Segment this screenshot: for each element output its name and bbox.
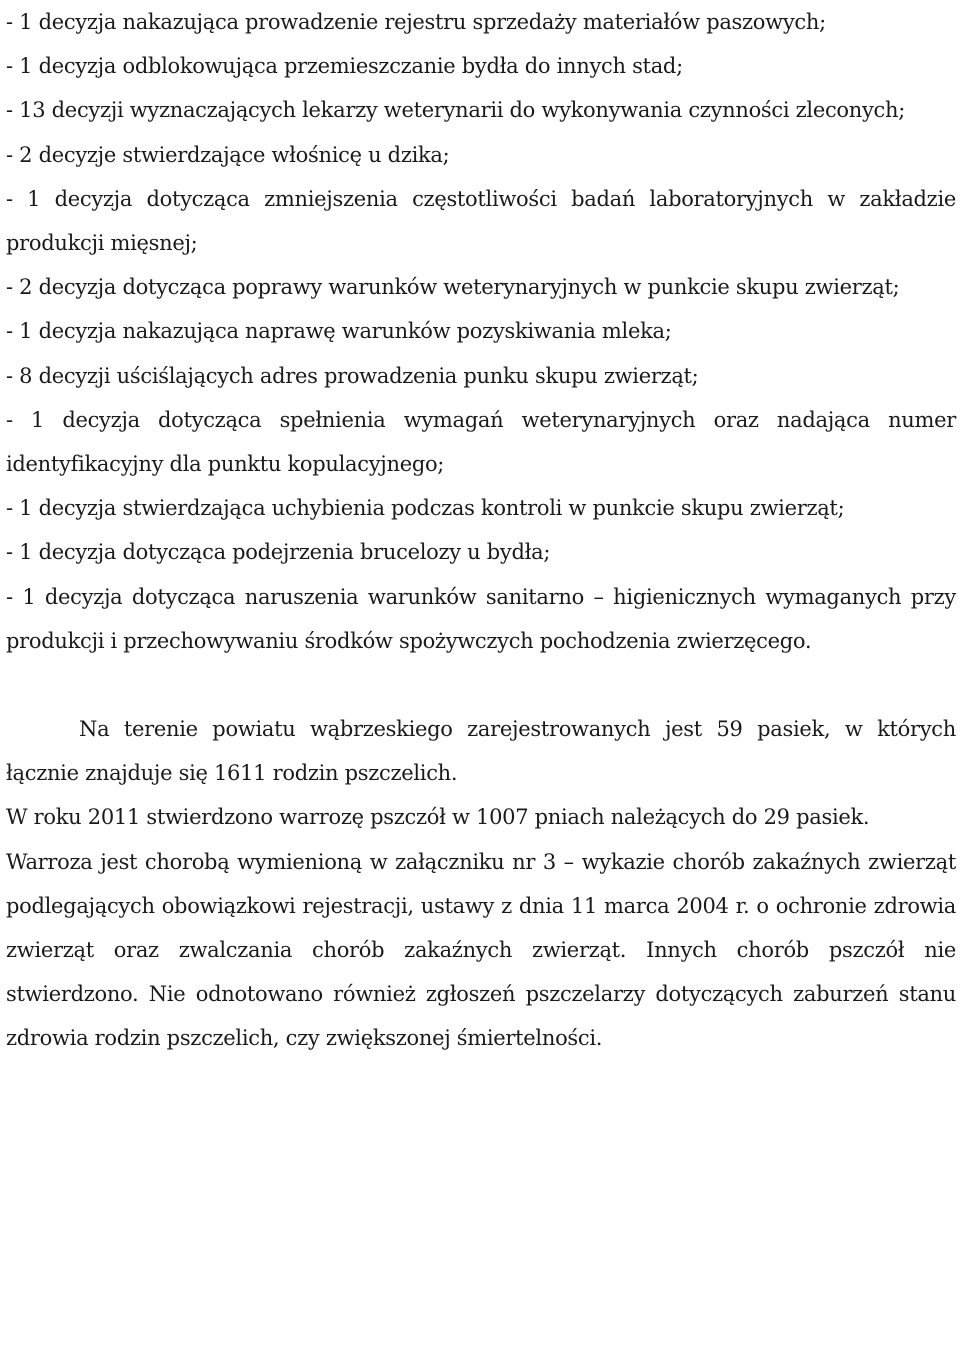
decision-item: - 2 decyzje stwierdzające włośnicę u dzika; bbox=[6, 142, 450, 167]
decision-item: - 1 decyzja dotycząca zmniejszenia częstotliwości badań laboratoryjnych w zakładzie produkcji mięsnej; bbox=[6, 186, 956, 256]
decision-item: - 1 decyzja stwierdzająca uchybienia podczas kontroli w punkcie skupu zwierząt; bbox=[6, 496, 845, 521]
decision-item: - 1 decyzja odblokowująca przemieszczanie bydła do innych stad; bbox=[6, 54, 683, 79]
decision-item: - 13 decyzji wyznaczających lekarzy weterynarii do wykonywania czynności zleconych; bbox=[6, 98, 905, 123]
decision-item: - 1 decyzja nakazująca prowadzenie rejestru sprzedaży materiałów paszowych; bbox=[6, 10, 826, 34]
decisions-list bbox=[0, 0, 960, 663]
disease-paragraph: Warroza jest chorobą wymienioną w załączniku nr 3 – wykazie chorób zakaźnych zwierząt podlegających obowiązkowi rejestracji, ustawy z dnia 11 marca 2004 r. o ochronie zdrowia zwierząt oraz zwalczania chorób zakaźnych zwierząt. Innych chorób pszczół nie stwierdzono. Nie odnotowano również zgłoszeń pszczelarzy dotyczących zaburzeń stanu zdrowia rodzin pszczelich, czy zwiększonej śmiertelności. bbox=[6, 849, 956, 1051]
decision-item: - 2 decyzja dotycząca poprawy warunków weterynaryjnych w punkcie skupu zwierząt; bbox=[6, 275, 900, 300]
decision-item: - 1 decyzja dotycząca spełnienia wymagań weterynaryjnych oraz nadająca numer identyfikacyjny dla punktu kopulacyjnego; bbox=[6, 407, 956, 477]
paragraph-spacer bbox=[0, 663, 960, 707]
decision-item: - 1 decyzja dotycząca naruszenia warunków sanitarno – higienicznych wymaganych przy produkcji i przechowywaniu środków spożywczych pochodzenia zwierzęcego. bbox=[6, 584, 956, 653]
decision-item: - 8 decyzji uściślających adres prowadzenia punku skupu zwierząt; bbox=[6, 363, 699, 388]
apiaries-paragraph: Na terenie powiatu wąbrzeskiego zarejestrowanych jest 59 pasiek, w których łącznie znajduje się 1611 rodzin pszczelich. bbox=[6, 717, 956, 786]
varroa-paragraph: W roku 2011 stwierdzono warrozę pszczół w 1007 pniach należących do 29 pasiek. bbox=[6, 805, 870, 830]
decision-item: - 1 decyzja nakazująca naprawę warunków pozyskiwania mleka; bbox=[6, 319, 672, 344]
decision-item: - 1 decyzja dotycząca podejrzenia brucelozy u bydła; bbox=[6, 540, 551, 565]
